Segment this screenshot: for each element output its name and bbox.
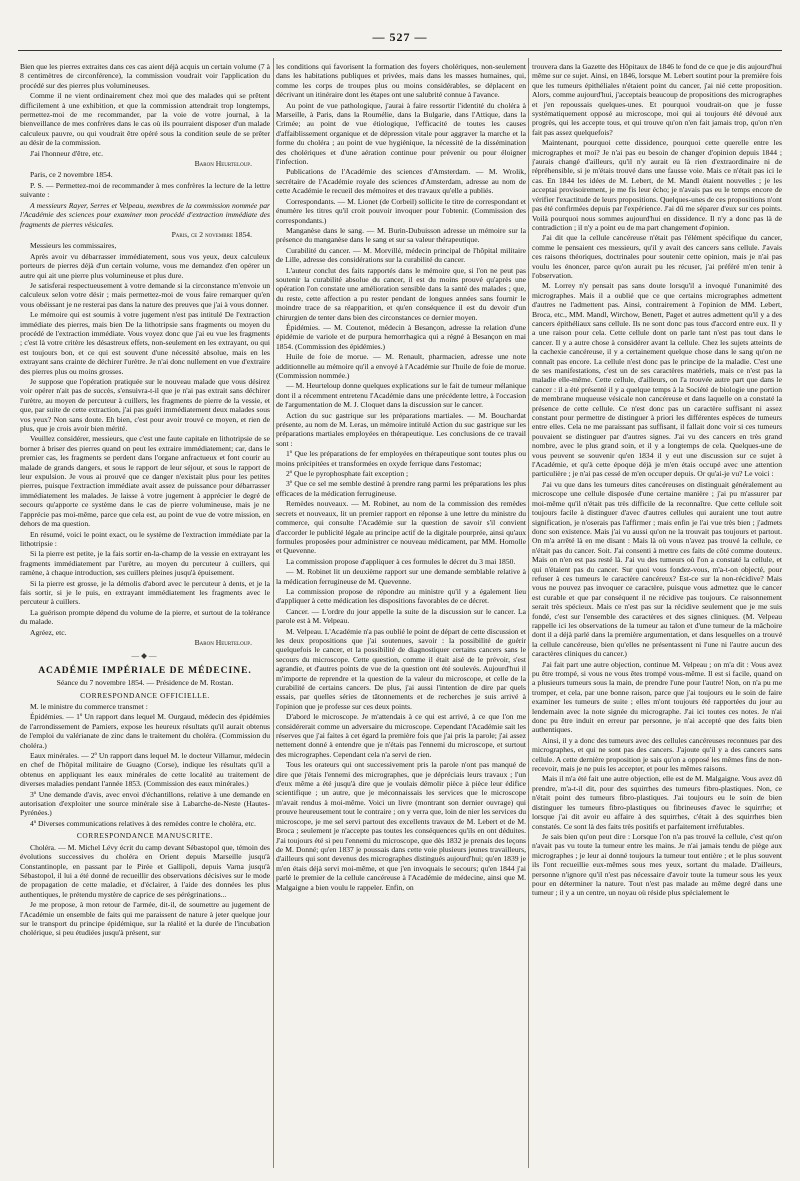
paragraph: Je me propose, à mon retour de l'armée, dit-il, de soumettre au jugement de l'Académie un ensemble de faits qui me paraissent de nature à jeter quelque jour sur le transport du principe épidémique, sur la réalité et la durée de l'incubation cholérique, si peu étudiées jusqu'à présent, sur xyxy=(20,900,270,938)
dateline: Paris, ce 2 novembre 1854. xyxy=(30,170,113,180)
paragraph: Mais il m'a été fait une autre objection, elle est de M. Malgaigne. Vous avez dû prendre, m'a-t-il dit, pour des squirrhes des tumeurs fibro-plastiques. Non, ce n'était point des tumeurs fibro-plastiques. J'ai toujours eu le soin de bien distinguer les tumeurs fibro-plastiques ou fibrineuses d'avec le squirrhe; et lorsque j'ai dit avoir eu affaire à des squirrhes, c'était à des squirrhes bien constatés. Ce sont là des faits très positifs et parfaitement irréfutables. xyxy=(532,774,782,831)
paragraph: M. Velpeau. L'Académie n'a pas oublié le point de départ de cette discussion et les deux propositions que j'ai soutenues, savoir : la possibilité de guérir quelquefois le cancer, et la possibilité de diagnostiquer certains cancers sans le secours du microscope. Cette question, comme il était aisé de le prévoir, s'est agrandie, et d'autres points de vue de la question ont été soulevés. Aujourd'hui il m'importe de reprendre et la question de la valeur du microscope, et celle de la curabilité de certains cancers. De plus, j'ai aussi l'intention de dire par quels essais, par quelles séries de tâtonnements et de recherches je suis arrivé à l'opinion que je professe sur ces deux points. xyxy=(276,626,526,711)
paragraph: Huile de foie de morue. — M. Renault, pharmacien, adresse une note additionnelle au mémoire qu'il a envoyé à l'Académie sur l'huile de foie de morue. (Commission nommée.) xyxy=(276,352,526,380)
paragraph: Comme il ne vient ordinairement chez moi que des malades qui se prêtent difficilement à une exhibition, et que la commission attendrait trop longtemps, permettez-moi de me recommander, par la voie de votre journal, à la bienveillance de mes confrères dans le cas où ils pourraient disposer d'un malade calculeux pauvre, ou qui voudrait être opéré sous la condition seule de se prêter au désir de la commission. xyxy=(20,91,270,148)
paragraph: Si la pierre est petite, je la fais sortir en-la-champ de la vessie en extrayant les fragments immédiatement par l'urètre, au moyen du percuteur à cuillers, qui ramène, à chaque introduction, ses cuillers pleines jusqu'à épuisement. xyxy=(20,549,270,578)
paragraph: — M. Heurteloup donne quelques explications sur le fait de tumeur mélanique dont il a récemment entretenu l'Académie dans une précédente lettre, à l'occasion de l'argumentation de M. J. Cloquet dans la discussion sur le cancer. xyxy=(276,381,526,410)
paragraph: les conditions qui favorisent la formation des foyers cholériques, non-seulement dans les habitations publiques et privées, mais dans les masses humaines, qui, comme les corps de troupes plus ou moins considérables, se déplacent en décrivant un itinéraire dont les étapes ont une salubrité connue à l'avance. xyxy=(276,62,526,100)
paragraph: La commission propose de répondre au ministre qu'il y a également lieu d'appliquer à cette médication les dispositions favorables de ce décret. xyxy=(276,586,526,606)
paragraph: Cancer. — L'ordre du jour appelle la suite de la discussion sur le cancer. La parole est à M. Velpeau. xyxy=(276,606,526,626)
paragraph: Remèdes nouveaux. — M. Robinet, au nom de la commission des remèdes secrets et nouveaux, lit un premier rapport en réponse à une lettre du ministre du commerce, qui consulte l'Académie sur la question de savoir s'il convient d'accorder le publicité légale au principe actif de la digitale pourprée, ainsi qu'aux formules proposées pour administrer ce nouveau médicament, par MM. Homolle et Quevenne. xyxy=(276,499,526,556)
subheading: CORRESPONDANCE MANUSCRITE. xyxy=(76,831,214,841)
salutation: Messieurs les commissaires, xyxy=(30,241,117,251)
paragraph: L'auteur conclut des faits rapportés dans le mémoire que, si l'on ne peut pas soutenir la curabilité absolue du cancer, il est du moins prouvé qu'après une opération l'on constate une amélioration sensible dans la santé des malades ; que, du reste, cette affection a pu rester pendant de longues années sans fournir le moindre trace de sa réapparition, et qu'en conséquence il est du devoir d'un chirurgien de tenter dans bien des circonstances ce dernier moyen. xyxy=(276,265,526,322)
paragraph: Je suppose que l'opération pratiquée sur le nouveau malade que vous désirez voir opérer n'ait pas de succès, s'ensuivra-t-il que je n'ai pas extrait sans déchirer l'urètre, au moyen de percuteur à cuillers, les fragments de pierre de la vessie, et que, par suite de cette extraction, j'ai pas guéri immédiatement deux malades sous vos yeux? Non sans doute. Eh bien, c'est pour avoir trouvé ce moyen, et rien de plus, que je crois avoir bien mérité. xyxy=(20,377,270,434)
paragraph: Ainsi, il y a donc des tumeurs avec des cellules cancéreuses reconnues par des micrographes, et qui ne sont pas des cancers. J'ajoute qu'il y a des cancers sans cellule. A cette dernière proposition je sais qu'on a opposé les mêmes fins de non-recevoir, mais je ne puis les accepter, et pour les mêmes raisons. xyxy=(532,735,782,774)
paragraph: 3º Une demande d'avis, avec envoi d'échantillons, relative à une demande en autorisation d'exploiter une source minérale sise à Labarche-de-Neste (Hautes-Pyrénées.) xyxy=(20,789,270,818)
paragraph: Le mémoire qui est soumis à votre jugement n'est pas intitulé De l'extraction immédiate des pierres, mais bien De la lithotripsie sans fragments ou moyen du procédé de l'extraction immédiate. Vous voyez donc que j'ai eu vue les fragments ; c'est là votre critère les désastreux effets, non-seulement en les extrayant, ou qui est toujours bon, et ce qui est souvent d'une nécessité absolue, mais en les extrayant sans crainte de déchirer l'urètre. Je n'ai donc nullement en vue d'extraire des pierres plus ou moins grosses. xyxy=(20,310,270,376)
page-number: — 527 — xyxy=(372,30,428,44)
paragraph: Action du suc gastrique sur les préparations martiales. — M. Bouchardat présente, au nom de M. Leras, un mémoire intitulé Action du suc gastrique sur les préparations martiales employées en thérapeutique. Les conclusions de ce travail sont : xyxy=(276,410,526,448)
paragraph: Curabilité du cancer. — M. Morvillé, médecin principal de l'hôpital militaire de Lille, adresse des considérations sur la curabilité du cancer. xyxy=(276,245,526,265)
session-line: Séance du 7 novembre 1854. — Présidence de M. Rostan. xyxy=(56,678,234,688)
paragraph: Veuillez considérer, messieurs, que c'est une faute capitale en lithotripsie de se borner à briser des pierres quand on peut les extraire immédiatement; car, dans le premier cas, les fragments se perdent dans l'organe anfractueux et font courir au malade de grands dangers, et sous le rapport de leur séjour, et sous le rapport de leur expulsion. Je vous ai prouvé que ce danger n'existait plus pour les petites pierres, puisque l'extraction immédiate avait assez de puissance pour débarrasser immédiatement les malades. Je laisse à votre jugement à apprécier le degré de secours qu'apporte ce système dans le cas de pierre volumineuse, mais je ne l'apprécie pas moi-même, parce que cela est, au point de vue de votre mission, en dehors de ma question. xyxy=(20,434,270,529)
paragraph: J'ai vu que dans les tumeurs dites cancéreuses on distinguait généralement au microscope une cellule disposée d'une certaine manière ; j'ai pu m'assurer par moi-même qu'il n'était pas très difficile de la reconnaître. Que cette cellule soit toujours facile à distinguer d'avec d'autres cellules qui auraient une tout autre signification, je n'oserais pas l'affirmer ; mais enfin je l'ai vue très bien ; j'admets donc son existence. Mais j'ai vu aussi qu'on ne la trouvait pas toujours et partout. On m'a arrêté là en me disant : Mais là où vous n'avez pas trouvé la cellule, ce n'était pas du cancer. Soit. J'ai consenti à mettre ces faits de côté comme douteux. Mais on n'en est pas resté là. J'ai vu des tumeurs où l'on a constaté la cellule, et qui n'étaient pas du cancer. Sur quoi vous fondez-vous, m'a-t-on objecté, pour refuser à ces tumeurs le caractère cancéreux? Est-ce sur la non-récidive? Mais vous ne pouvez pas invoquer ce caractère, puisque vous admettez que le cancer est curable et que par conséquent il ne récidive pas toujours. Ce raisonnement serait très spécieux. Mais ce n'est pas sur la récidive seulement que je me suis fondé, c'est sur l'ensemble des caractères et des signes cliniques. (M. Velpeau rappelle ici les observations de la tumeur au talon et d'une tumeur de la mâchoire dont il a déjà parlé dans la première argumentation, et dans lesquelles on a trouvé la cellule cancéreuse, bien qu'elles ne présentassent ni l'une ni l'autre aucun des caractères cliniques du cancer.) xyxy=(532,479,782,659)
paragraph: Je satisferai respectueusement à votre demande si la circonstance m'envoie un calculeux selon votre désir ; mais permettez-moi de vous faire remarquer qu'en vous obéissant je ne resterai pas dans la nature des preuves que j'ai à vous donner. xyxy=(20,280,270,309)
column-left xyxy=(20,62,270,1167)
paragraph: Eaux minérales. — 2º Un rapport dans lequel M. le docteur Villamur, médecin en chef de l'hôpital militaire de Guagno (Corse), indique les résultats qu'il a obtenus en appliquant les eaux minérales de cette localité au traitement de diverses maladies pendant l'année 1853. (Commission des eaux minérales.) xyxy=(20,751,270,789)
paragraph: Après avoir vu débarrasser immédiatement, sous vos yeux, deux calculeux porteurs de pierres déjà d'un certain volume, vous me demandez d'en opérer un autre qui ait une pierre plus volumineuse et plus dure. xyxy=(20,251,270,280)
paragraph: 4º Diverses communications relatives à des remèdes contre le choléra, etc. xyxy=(30,818,256,828)
column-right xyxy=(532,62,782,1167)
paragraph: 3º Que ce sel me semble destiné à prendre rang parmi les préparations les plus efficaces de la médication ferrugineuse. xyxy=(276,479,526,498)
paragraph: Tous les orateurs qui ont successivement pris la parole n'ont pas manqué de dire que j'étais l'ennemi des micrographes, que je dépréciais leurs travaux ; l'un d'eux même a été jusqu'à dire que je voulais démolir pièce à pièce leur édifice scientifique ; un autre, que je méconnaissais les services que le microscope m'avait rendus à moi-même. Voici un livre (montrant son dernier ouvrage) qui prouve heureusement tout le contraire ; on y verra que, loin de nier les services du microscope, je me sel servi partout des excellents travaux de M. Lebert et de M. Broca ; seulement je n'accepte pas toutes les conséquences qu'ils en ont déduites. J'ai toujours été si peu l'ennemi du microscope, que dès 1832 je prenais des leçons de M. Donné; qu'en 1837 je poussais dans cette voie plusieurs jeunes travailleurs, d'ailleurs qui sont devenus des micrographes distingués aujourd'hui; qu'en 1839 je m'en étais déjà servi moi-même, et que j'en invoquais le secours; qu'en 1844 j'ai parlé le premier de la cellule cancéreuse à l'Académie de médecine, ainsi que M. Malgaigne a bien voulu le rappeler. Enfin, on xyxy=(276,760,526,892)
subheading: CORRESPONDANCE OFFICIELLE. xyxy=(80,690,210,700)
column-divider xyxy=(528,58,529,1168)
paragraph: M. le ministre du commerce transmet : xyxy=(30,702,148,711)
paragraph: M. Lorrey n'y pensait pas sans doute lorsqu'il a invoqué l'unanimité des micrographes. Mais il a oublié que ce que certains micrographes admettent d'autres ne l'admettent pas. Ainsi, contrairement à l'opinion de MM. Lebert, Broca, etc., MM. Mandl, Wirchow, Benett, Paget et autres admettent qu'il y a des cancers épithéliaux sans cellule. Ils ne sont donc pas tous d'accord entre eux. Il y a une raison pour cela. Cette cellule dont on parle tant n'est pas tout dans le cancer. Il y a autre chose à considérer avant la cellule. Chez les sujets atteints de la cachexie cancéreuse, il y a certainement quelque chose dans le sang qu'on ne connaît pas encore. La cellule n'est donc pas le principe de la maladie. C'est une de ses manifestations, c'est un de ses caractères matériels, mais ce n'est pas la maladie elle-même. Cette cellule, d'ailleurs, on l'a trouvée autre part que dans le cancer : il a été présenté il y a quelque temps à la Société de biologie une portion de membrane muqueuse vésicale non cancéreuse et dans laquelle on a constaté la présence de cette cellule. Ce n'est donc pas un caractère suffisant ni assez constant pour permettre de distinguer à priori les différentes espèces de tumeurs entre elles. Cela ne me paraissant pas suffisant, il fallait donc voir si ces tumeurs pouvaient se distinguer par d'autres signes. J'ai vu des cancers en très grand nombre, avec le plus grand soin, et il y a longtemps de cela. Quelques-une de vous peuvent se souvenir qu'en 1834 il y eut une discussion sur ce sujet à l'Académie, et qu'à cette époque déjà je m'en étais occupé avec une attention particulière ; je n'ai pas cessé de m'en occuper depuis. Or qu'ai-je vu? Le voici : xyxy=(532,281,782,479)
paragraph: Je sais bien qu'on peut dire : Lorsque l'on n'a pas trouvé la cellule, c'est qu'on n'avait pas vu toute la tumeur entre les mains. Je n'ai jamais tendu de piège aux micrographes ; je leur ai donné toujours la tumeur tout entière ; et le plus souvent ils l'ont recueillie eux-mêmes sous mes yeux, sortant du malade. D'ailleurs, personne n'ignore qu'il n'est pas nécessaire d'avoir toute la tumeur sous les yeux pour en déterminer la nature. Tout n'est pas malade au même degré dans une tumeur ; il y a un centre, un noyau où réside plus spécialement le xyxy=(532,831,782,898)
column-middle xyxy=(276,62,526,1167)
paragraph: Correspondants. — M. Lionet (de Corbeil) sollicite le titre de correspondant et énumère les titres qu'il croit pouvoir invoquer pour l'obtenir. (Commission des correspondants.) xyxy=(276,196,526,225)
signature: Baron Heurteloup. xyxy=(194,637,252,647)
paragraph: Choléra. — M. Michel Lévy écrit du camp devant Sébastopol que, témoin des évolutions successives du choléra en Orient depuis Marseille jusqu'à Constantinople, en passant par le Pirée et Gallipoli, depuis Varna jusqu'à Sébastopol, il lui a été donné de recueillir des observations décisives sur le mode de propagation de cette maladie, et d'éclairer, à l'aide des données les plus authentiques, le prétendu mystère de caprice de ses pérégrinations... xyxy=(20,842,270,899)
dateline: Paris, ce 2 novembre 1854. xyxy=(171,229,252,239)
paragraph: D'abord le microscope. Je m'attendais à ce qui est arrivé, à ce que l'on me considérerait comme un adversaire du microscope. Cependant l'Académie sait les réserves que j'ai faites à cet égard la première fois que j'ai pris la parole; j'ai assez nettement donné à entendre que je n'étais pas l'ennemi du microscope, et surtout des micrographes. Cependant cela n'a servi de rien. xyxy=(276,712,526,759)
paragraph: Épidémies. — 1º Un rapport dans lequel M. Ourgaud, médecin des épidémies de l'arrondissement de Pamiers, expose les heureux résultats qu'il aurait obtenus de l'emploi du valérianate de zinc dans le traitement du choléra. (Commission du choléra.) xyxy=(20,712,270,750)
paragraph: J'ai l'honneur d'être, etc. xyxy=(30,148,104,158)
paragraph: J'ai fait part une autre objection, continue M. Velpeau ; on m'a dit : Vous avez pu être trompé, si vous ne vous êtes trompé vous-même. Il est si facile, quand on a plusieurs tumeurs sous la main, de prendre l'une pour l'autre! Non, on n'a pu me tromper, et cela, par une bonne raison, parce que j'ai toujours eu le soin de faire examiner les tumeurs de suite ; elles m'ont toujours été rapportées du jour au lendemain avec la note signée du micrographe. J'ai ici toutes ces notes. Je n'ai donc pu être induit en erreur par personne, je n'ai accepté que des faits bien authentiques. xyxy=(532,659,782,735)
ornament-divider: —◆— xyxy=(131,651,159,661)
paragraph: Agréez, etc. xyxy=(30,627,67,637)
paragraph: Manganèse dans le sang. — M. Burin-Dubuisson adresse un mémoire sur la présence du manganèse dans le sang et sur sa valeur thérapeutique. xyxy=(276,225,526,245)
paragraph: 2º Que le pyrophosphate fait exception ; xyxy=(286,469,409,479)
paragraph: Maintenant, pourquoi cette dissidence, pourquoi cette querelle entre les micrographes et moi? Je n'ai pas eu besoin de changer d'opinion depuis 1844 ; j'aurais changé d'ailleurs, qu'il n'y aurait eu là rien d'extraordinaire ni de répréhensible, si je m'étais trouvé dans une fausse voie. Mais ce n'était pas ici le cas. En 1844 les idées de M. Lebert, de M. Mandl étaient nouvelles ; je les acceptai provisoirement, je me fis leur écho; je n'avais pas eu le temps encore de vérifier l'exactitude de leurs propositions. Quelques-unes de ces propositions n'ont pas été confirmées depuis par l'expérience. J'ai dû me séparer d'eux sur ces points. Voilà pourquoi nous sommes aujourd'hui en dissidence. Il n'y a donc pas là de contradiction ; il n'y a point eu de ma part changement d'opinion. xyxy=(532,138,782,232)
column-divider xyxy=(273,58,274,1168)
paragraph: — M. Robinet lit un deuxième rapport sur une demande semblable relative à la médication ferrugineuse de M. Quevenne. xyxy=(276,567,526,586)
paragraph: La guérison prompte dépend du volume de la pierre, et surtout de la tolérance du malade. xyxy=(20,607,270,627)
paragraph: En résumé, voici le point exact, ou le système de l'extraction immédiate par la lithotripsie : xyxy=(20,529,270,548)
signature: Baron Heurteloup. xyxy=(194,159,252,169)
paragraph: trouvera dans la Gazette des Hôpitaux de 1846 le fond de ce que je dis aujourd'hui même sur ce sujet. Ainsi, en 1846, lorsque M. Lebert soutint pour la première fois que les tumeurs épithéliales n'étaient point du cancer, j'ai nié cette proposition. Alors, comme aujourd'hui, j'acceptais beaucoup de propositions des micrographes et j'en repoussais quelques-unes. Et pourquoi voudrait-on que je fusse systématiquement opposé au microscope, moi qui ai toujours été dévoué aux progrès, qui les accepte tous, et qui trouve qu'on n'en fait jamais trop, qu'on n'en fait pas assez quelquefois? xyxy=(532,62,782,137)
letter-address: A messieurs Rayer, Serres et Velpeau, membres de la commission nommée par l'Académie des sciences pour examiner mon procédé d'extraction immédiate des fragments de pierres vésicales. xyxy=(20,200,270,229)
paragraph: La commission propose d'appliquer à ces formules le décret du 3 mai 1850. xyxy=(286,556,516,566)
section-heading: ACADÉMIE IMPÉRIALE DE MÉDECINE. xyxy=(38,665,252,676)
paragraph: Épidémies. — M. Coutenot, médecin à Besançon, adresse la relation d'une épidémie de variole et de purpura hemorrhagica qui a régné à Besançon en mai 1854. (Commission des épidémies.) xyxy=(276,322,526,351)
top-rule xyxy=(18,50,782,51)
paragraph: 1º Que les préparations de fer employées en thérapeutique sont toutes plus ou moins précipitées et transformées en oxyde ferrique dans l'estomac; xyxy=(276,449,526,468)
paragraph: Au point de vue pathologique, j'aurai à faire ressortir l'identité du choléra à Marseille, à Paris, dans la Roumélie, dans la Bulgarie, dans l'Attique, dans la Crimée; au point de vue étiologique, l'efficacité de toutes les causes d'affaiblissement organique et de dépression vitale pour aggraver la marche et la forme du choléra ; au point de vue hygiénique, la nécessité de la dissémination des cholériques et d'une aération continue pour prévenir ou pour éloigner l'infection. xyxy=(276,100,526,167)
paragraph: Si la pierre est grosse, je la démolis d'abord avec le percuteur à dents, et je la fais sortir, si je le puis, en extrayant immédiatement les fragments avec le percuteur à cuillers. xyxy=(20,578,270,607)
paragraph: J'ai dit que la cellule cancéreuse n'était pas l'élément spécifique du cancer, comme le pensaient ces messieurs, qu'il y avait des cancers sans cellule. J'avais ces raisons théoriques, doctrinales pour soutenir cette opinion, mais je n'ai pas voulu les énoncer, parce qu'on aurait pu les récuser, j'ai préféré m'en tenir à l'observation. xyxy=(532,233,782,280)
paragraph: Publications de l'Académie des sciences d'Amsterdam. — M. Wrolik, secrétaire de l'Académie royale des sciences d'Amsterdam, adresse au nom de cette Académie le recueil des mémoires et des travaux qu'elle a publiés. xyxy=(276,167,526,196)
paragraph: Bien que les pierres extraites dans ces cas aient déjà acquis un certain volume (7 à 8 centimètres de circonférence), la commission voudrait voir l'application du procédé sur des pierres plus volumineuses. xyxy=(20,62,270,90)
postscript: P. S. — Permettez-moi de recommander à mes confrères la lecture de la lettre suivante : xyxy=(20,180,270,200)
